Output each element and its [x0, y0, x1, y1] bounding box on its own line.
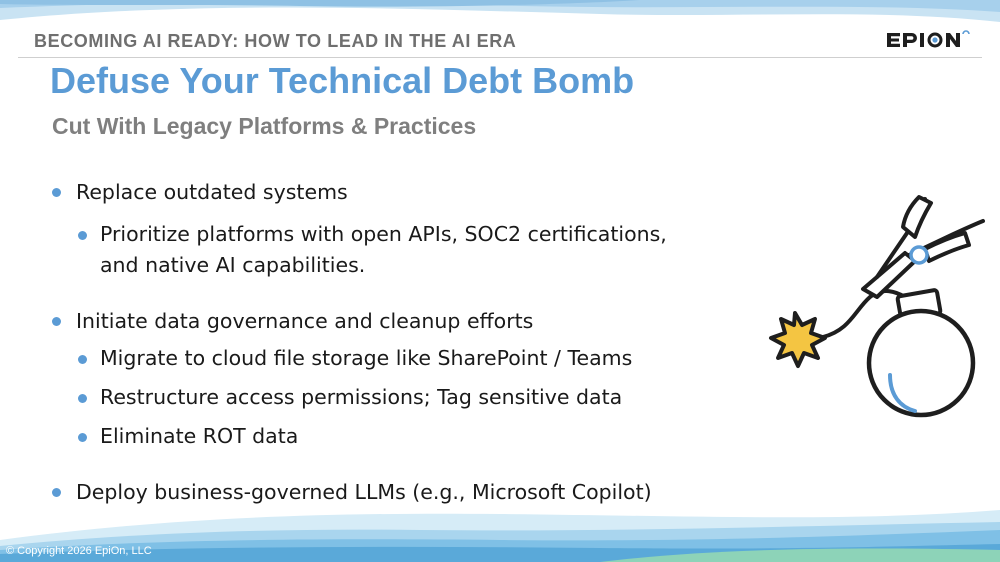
bullet-text: Replace outdated systems — [76, 180, 348, 204]
bullet-dot — [52, 188, 61, 197]
bullet-level2 — [50, 421, 750, 452]
spark-icon — [771, 313, 825, 366]
bullet-text: Deploy business-governed LLMs (e.g., Microsoft Copilot) — [76, 480, 652, 504]
bullet-dot — [52, 317, 61, 326]
bullet-text: and native AI capabilities. — [100, 253, 366, 277]
bullet-level2 — [50, 219, 750, 250]
bullet-dot — [78, 355, 87, 364]
company-logo — [885, 30, 977, 50]
slide-title: Defuse Your Technical Debt Bomb — [50, 60, 635, 101]
bullet-dot — [78, 231, 87, 240]
bullet-level2 — [50, 343, 750, 374]
bomb-illustration — [755, 185, 990, 435]
bomb-icon — [869, 290, 973, 415]
bullet-continuation — [50, 250, 750, 281]
copyright-text: © Copyright 2026 EpiOn, LLC — [6, 545, 152, 557]
bullet-dot — [52, 488, 61, 497]
bullet-text: Eliminate ROT data — [100, 424, 299, 448]
bullet-list — [50, 178, 750, 506]
wire-cutter-icon — [863, 197, 983, 297]
bullet-text: Restructure access permissions; Tag sensitive data — [100, 385, 623, 409]
bullet-text: Initiate data governance and cleanup efforts — [76, 309, 534, 333]
bullet-text: Migrate to cloud file storage like SharePoint / Teams — [100, 346, 633, 370]
bullet-text: Prioritize platforms with open APIs, SOC2 certifications, — [100, 222, 667, 246]
bullet-dot — [78, 433, 87, 442]
slide-subtitle: Cut With Legacy Platforms & Practices — [52, 113, 477, 139]
bullet-dot — [78, 394, 87, 403]
bullet-level1 — [50, 178, 750, 206]
epion-logo-icon — [885, 30, 977, 50]
header-divider — [18, 57, 982, 58]
bullet-level2 — [50, 382, 750, 413]
presentation-title: BECOMING AI READY: HOW TO LEAD IN THE AI ERA — [34, 31, 517, 51]
bullet-level1 — [50, 307, 750, 335]
